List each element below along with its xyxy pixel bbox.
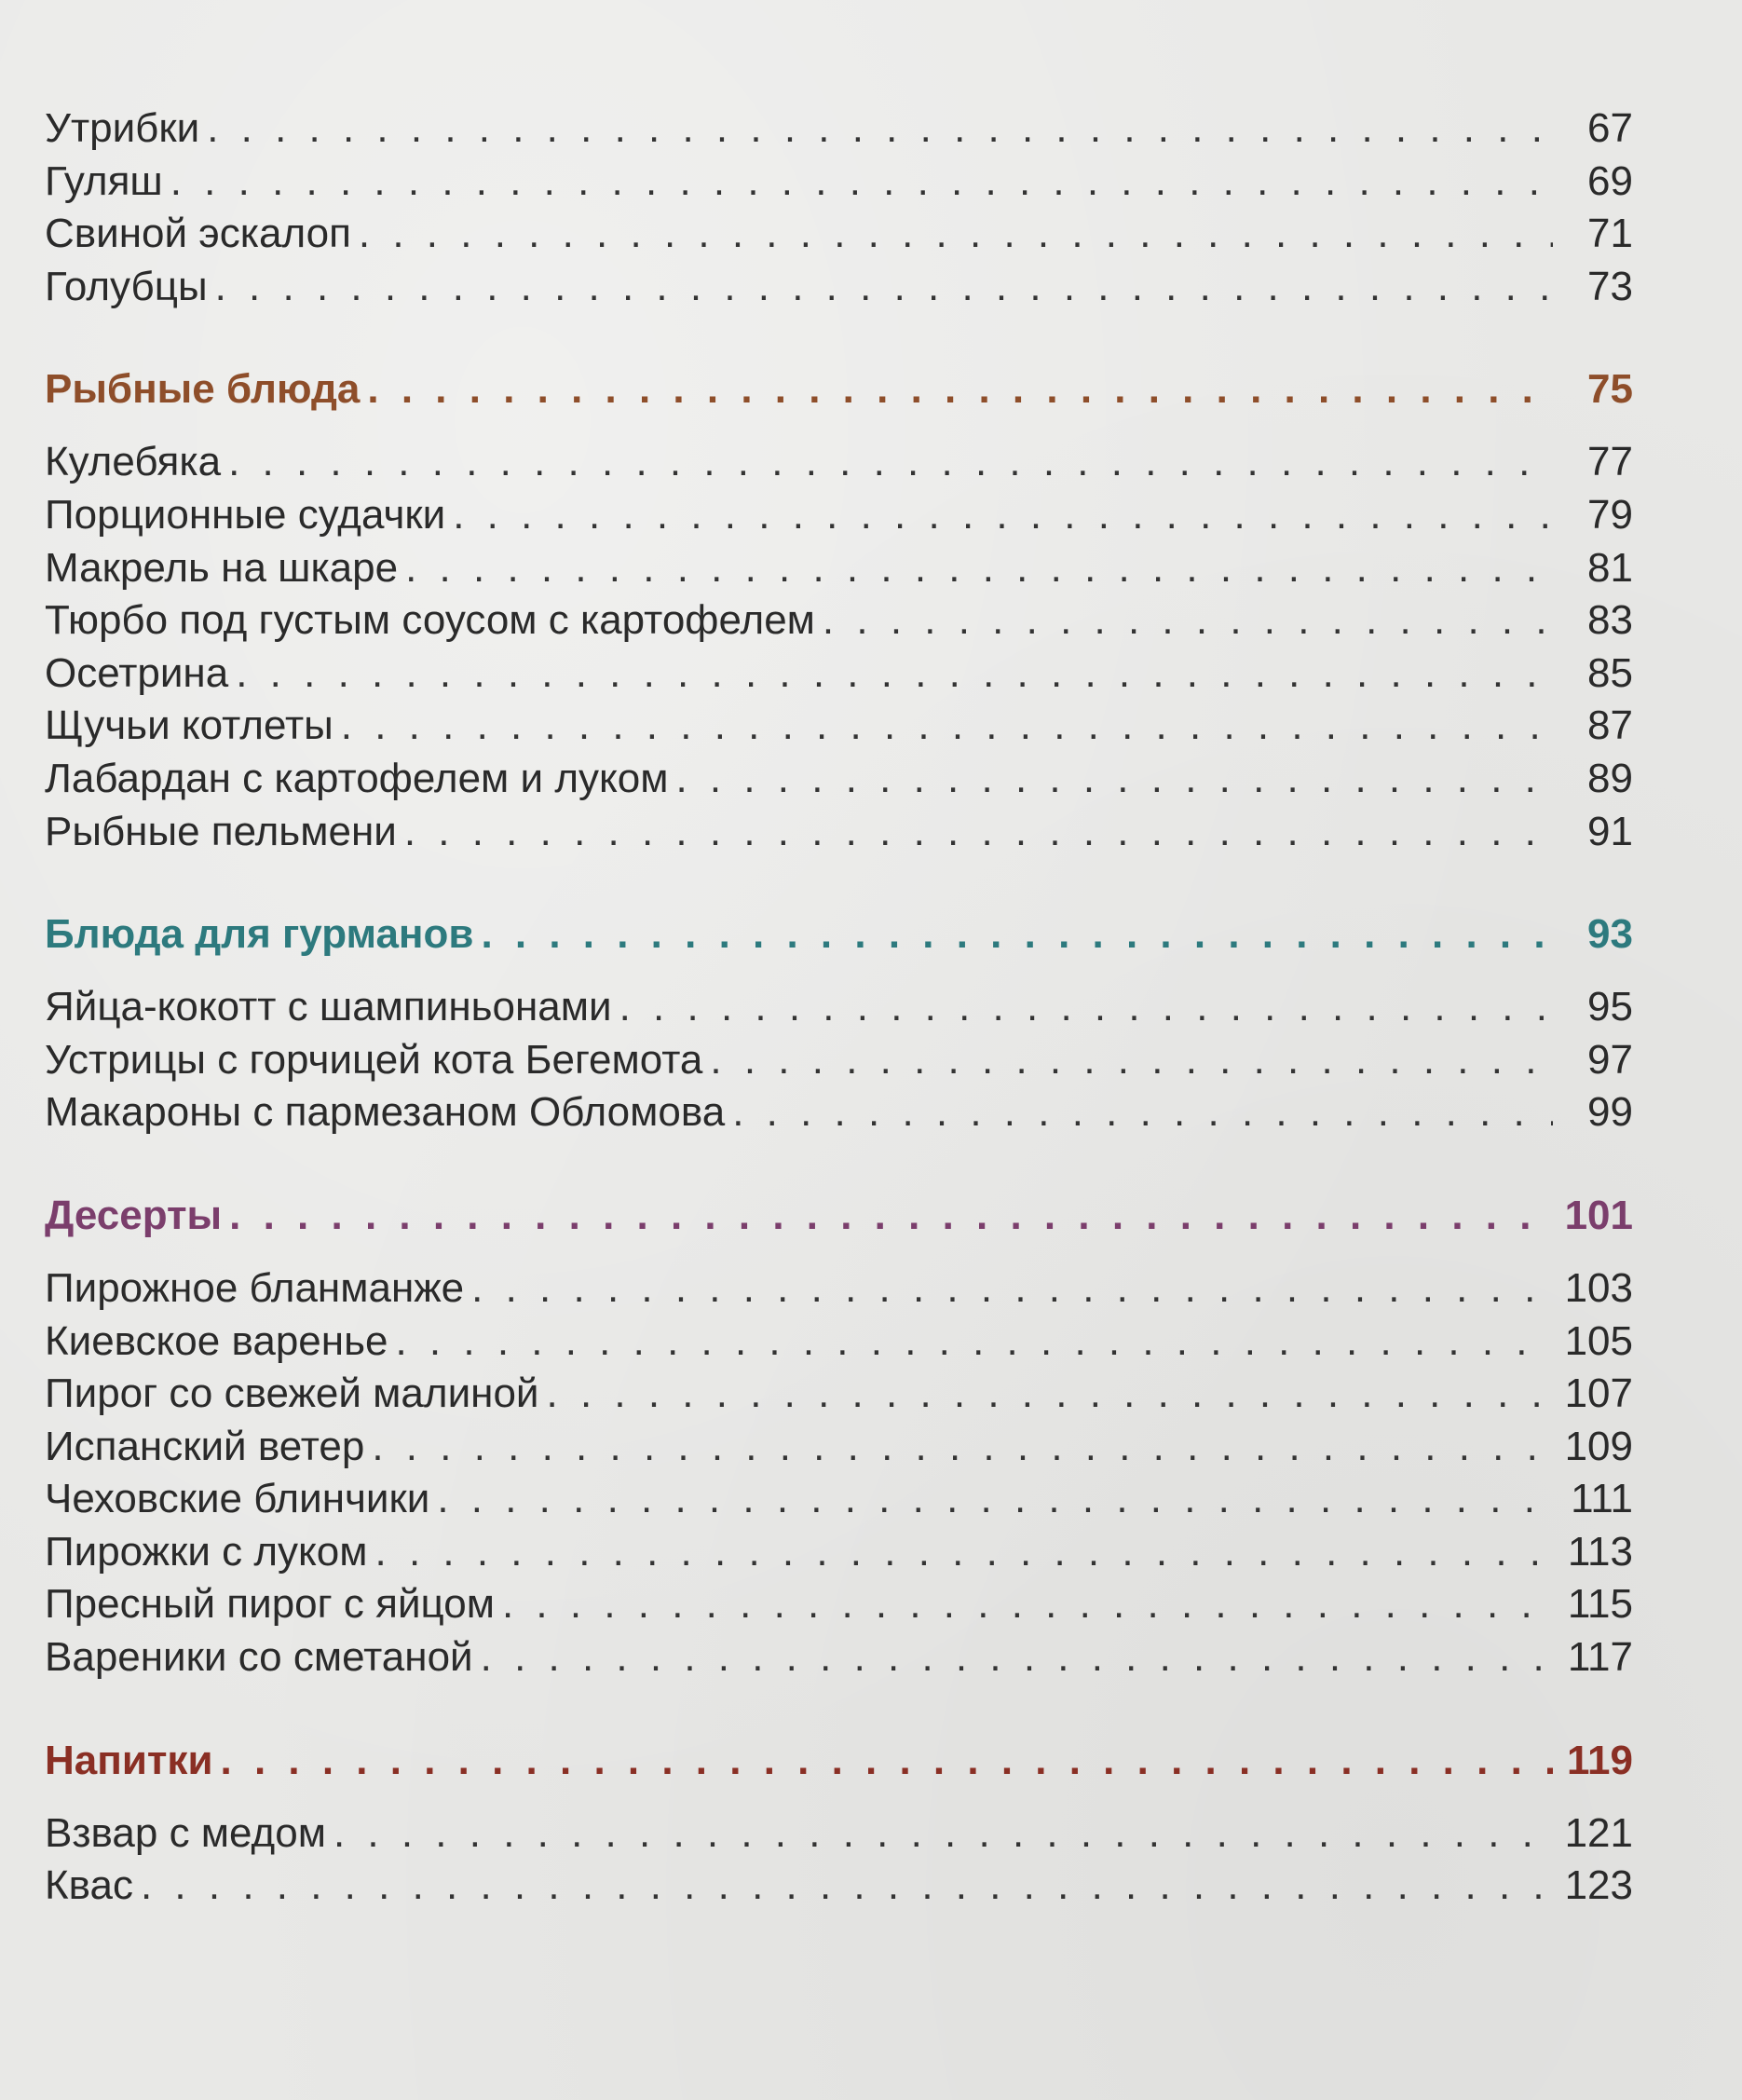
- dot-leader: [170, 156, 1553, 208]
- dot-leader: [710, 1034, 1553, 1086]
- entry-title: Утрибки: [45, 105, 200, 151]
- toc-entry[interactable]: [45, 700, 1633, 753]
- entry-title: Пирожное бланманже: [45, 1264, 465, 1311]
- dot-leader: [372, 1421, 1553, 1473]
- entry-page-number: 83: [1587, 597, 1633, 644]
- toc-entry[interactable]: [45, 1807, 1633, 1861]
- dot-leader: [333, 1807, 1553, 1860]
- entry-title: Щучьи котлеты: [45, 702, 333, 749]
- toc-entry[interactable]: [45, 436, 1633, 489]
- dot-leader: [228, 436, 1553, 488]
- dot-leader: [732, 1086, 1553, 1139]
- dot-leader: [547, 1368, 1554, 1420]
- entry-page-number: 123: [1564, 1862, 1633, 1909]
- toc-entry[interactable]: [45, 1526, 1633, 1579]
- entry-page-number: 117: [1567, 1634, 1633, 1681]
- dot-leader: [207, 102, 1553, 155]
- section-page-number: 101: [1564, 1192, 1633, 1238]
- entry-page-number: 71: [1587, 211, 1633, 257]
- entry-list: [45, 981, 1633, 1139]
- entry-page-number: 79: [1587, 491, 1633, 538]
- entry-title: Тюрбо под густым соусом с картофелем: [45, 597, 815, 644]
- toc-entry[interactable]: [45, 981, 1633, 1034]
- entry-page-number: 115: [1567, 1581, 1633, 1628]
- section-gourmet: [45, 908, 1633, 1139]
- dot-leader: [481, 908, 1553, 961]
- entry-page-number: 67: [1587, 105, 1633, 151]
- toc-entry[interactable]: [45, 1578, 1633, 1631]
- entry-title: Лабардан с картофелем и луком: [45, 755, 669, 801]
- toc-entry[interactable]: [45, 753, 1633, 806]
- dot-leader: [471, 1262, 1553, 1315]
- toc-entry[interactable]: [45, 1473, 1633, 1526]
- entry-page-number: 107: [1564, 1370, 1633, 1417]
- toc-entry[interactable]: [45, 1316, 1633, 1369]
- section-page-number: 119: [1567, 1737, 1633, 1783]
- section-title: Десерты: [45, 1192, 223, 1238]
- entry-title: Порционные судачки: [45, 491, 446, 538]
- dot-leader: [619, 981, 1553, 1033]
- section-drinks: [45, 1735, 1633, 1913]
- section-heading-fish[interactable]: [45, 363, 1633, 429]
- entry-title: Чеховские блинчики: [45, 1476, 430, 1522]
- dot-leader: [502, 1578, 1553, 1630]
- entry-page-number: 91: [1587, 808, 1633, 854]
- dot-leader: [675, 753, 1553, 805]
- toc-entry[interactable]: [45, 1262, 1633, 1316]
- entry-title: Пирог со свежей малиной: [45, 1370, 539, 1417]
- entry-title: Гуляш: [45, 157, 163, 204]
- toc-entry[interactable]: [45, 208, 1633, 261]
- entry-title: Макароны с пармезаном Обломова: [45, 1089, 726, 1136]
- entry-title: Кулебяка: [45, 439, 222, 485]
- section-title: Блюда для гурманов: [45, 911, 474, 958]
- entry-page-number: 103: [1564, 1264, 1633, 1311]
- dot-leader: [141, 1860, 1553, 1912]
- dot-leader: [375, 1526, 1554, 1578]
- dot-leader: [229, 1190, 1553, 1242]
- entry-page-number: 109: [1564, 1423, 1633, 1469]
- entry-title: Голубцы: [45, 263, 208, 309]
- entry-page-number: 105: [1564, 1317, 1633, 1364]
- section-dessert: [45, 1190, 1633, 1684]
- entry-page-number: 85: [1587, 649, 1633, 696]
- dot-leader: [404, 806, 1553, 858]
- entry-list: [45, 1262, 1633, 1684]
- dot-leader: [215, 261, 1553, 313]
- entry-page-number: 97: [1587, 1036, 1633, 1083]
- entry-title: Рыбные пельмени: [45, 808, 397, 854]
- entry-page-number: 99: [1587, 1089, 1633, 1136]
- entry-title: Испанский ветер: [45, 1423, 365, 1469]
- dot-leader: [359, 208, 1553, 260]
- entry-page-number: 73: [1587, 263, 1633, 309]
- entry-title: Пресный пирог с яйцом: [45, 1581, 495, 1628]
- section-heading-gourmet[interactable]: [45, 908, 1633, 974]
- toc-entry[interactable]: [45, 594, 1633, 648]
- dot-leader: [437, 1473, 1553, 1525]
- section-heading-drinks[interactable]: [45, 1735, 1633, 1800]
- section-title: Рыбные блюда: [45, 366, 361, 413]
- entry-page-number: 81: [1587, 544, 1633, 591]
- dot-leader: [395, 1316, 1553, 1368]
- entry-page-number: 111: [1571, 1476, 1633, 1522]
- entry-title: Свиной эскалоп: [45, 211, 351, 257]
- toc-entry[interactable]: [45, 489, 1633, 542]
- section-heading-dessert[interactable]: [45, 1190, 1633, 1255]
- entry-page-number: 121: [1564, 1809, 1633, 1856]
- dot-leader: [367, 363, 1553, 416]
- section-title: Напитки: [45, 1737, 213, 1783]
- section-page-number: 93: [1587, 911, 1633, 958]
- dot-leader: [405, 542, 1553, 594]
- entry-page-number: 87: [1587, 702, 1633, 749]
- toc-entry[interactable]: [45, 102, 1633, 156]
- entry-list: [45, 436, 1633, 858]
- entry-page-number: 113: [1567, 1528, 1633, 1575]
- dot-leader: [823, 594, 1553, 647]
- dot-leader: [221, 1735, 1554, 1787]
- entry-page-number: 95: [1587, 984, 1633, 1030]
- toc-entry[interactable]: [45, 1421, 1633, 1474]
- entry-title: Киевское варенье: [45, 1317, 388, 1364]
- entry-title: Макрель на шкаре: [45, 544, 399, 591]
- section-fish: [45, 363, 1633, 858]
- entry-page-number: 89: [1587, 755, 1633, 801]
- toc-entry[interactable]: [45, 542, 1633, 595]
- entry-title: Яйца-кокотт с шампиньонами: [45, 984, 612, 1030]
- entry-title: Устрицы с горчицей кота Бегемота: [45, 1036, 703, 1083]
- dot-leader: [236, 648, 1553, 700]
- toc-entry[interactable]: [45, 1631, 1633, 1684]
- toc-entry[interactable]: [45, 806, 1633, 859]
- entry-title: Взвар с медом: [45, 1809, 326, 1856]
- toc-entry[interactable]: [45, 1860, 1633, 1913]
- dot-leader: [481, 1631, 1553, 1684]
- entry-page-number: 77: [1587, 439, 1633, 485]
- toc-entry[interactable]: [45, 1086, 1633, 1139]
- entry-title: Пирожки с луком: [45, 1528, 368, 1575]
- toc-entry[interactable]: [45, 1034, 1633, 1087]
- toc-entry[interactable]: [45, 156, 1633, 209]
- entry-title: Вареники со сметаной: [45, 1634, 473, 1681]
- section-meat-continued: [45, 102, 1633, 313]
- dot-leader: [453, 489, 1553, 541]
- table-of-contents: [45, 102, 1633, 1913]
- dot-leader: [341, 700, 1553, 752]
- section-page-number: 75: [1587, 366, 1633, 413]
- entry-title: Осетрина: [45, 649, 229, 696]
- entry-title: Квас: [45, 1862, 133, 1909]
- toc-entry[interactable]: [45, 261, 1633, 314]
- entry-list: [45, 1807, 1633, 1913]
- toc-entry[interactable]: [45, 648, 1633, 701]
- toc-entry[interactable]: [45, 1368, 1633, 1421]
- entry-page-number: 69: [1587, 157, 1633, 204]
- entry-list: [45, 102, 1633, 313]
